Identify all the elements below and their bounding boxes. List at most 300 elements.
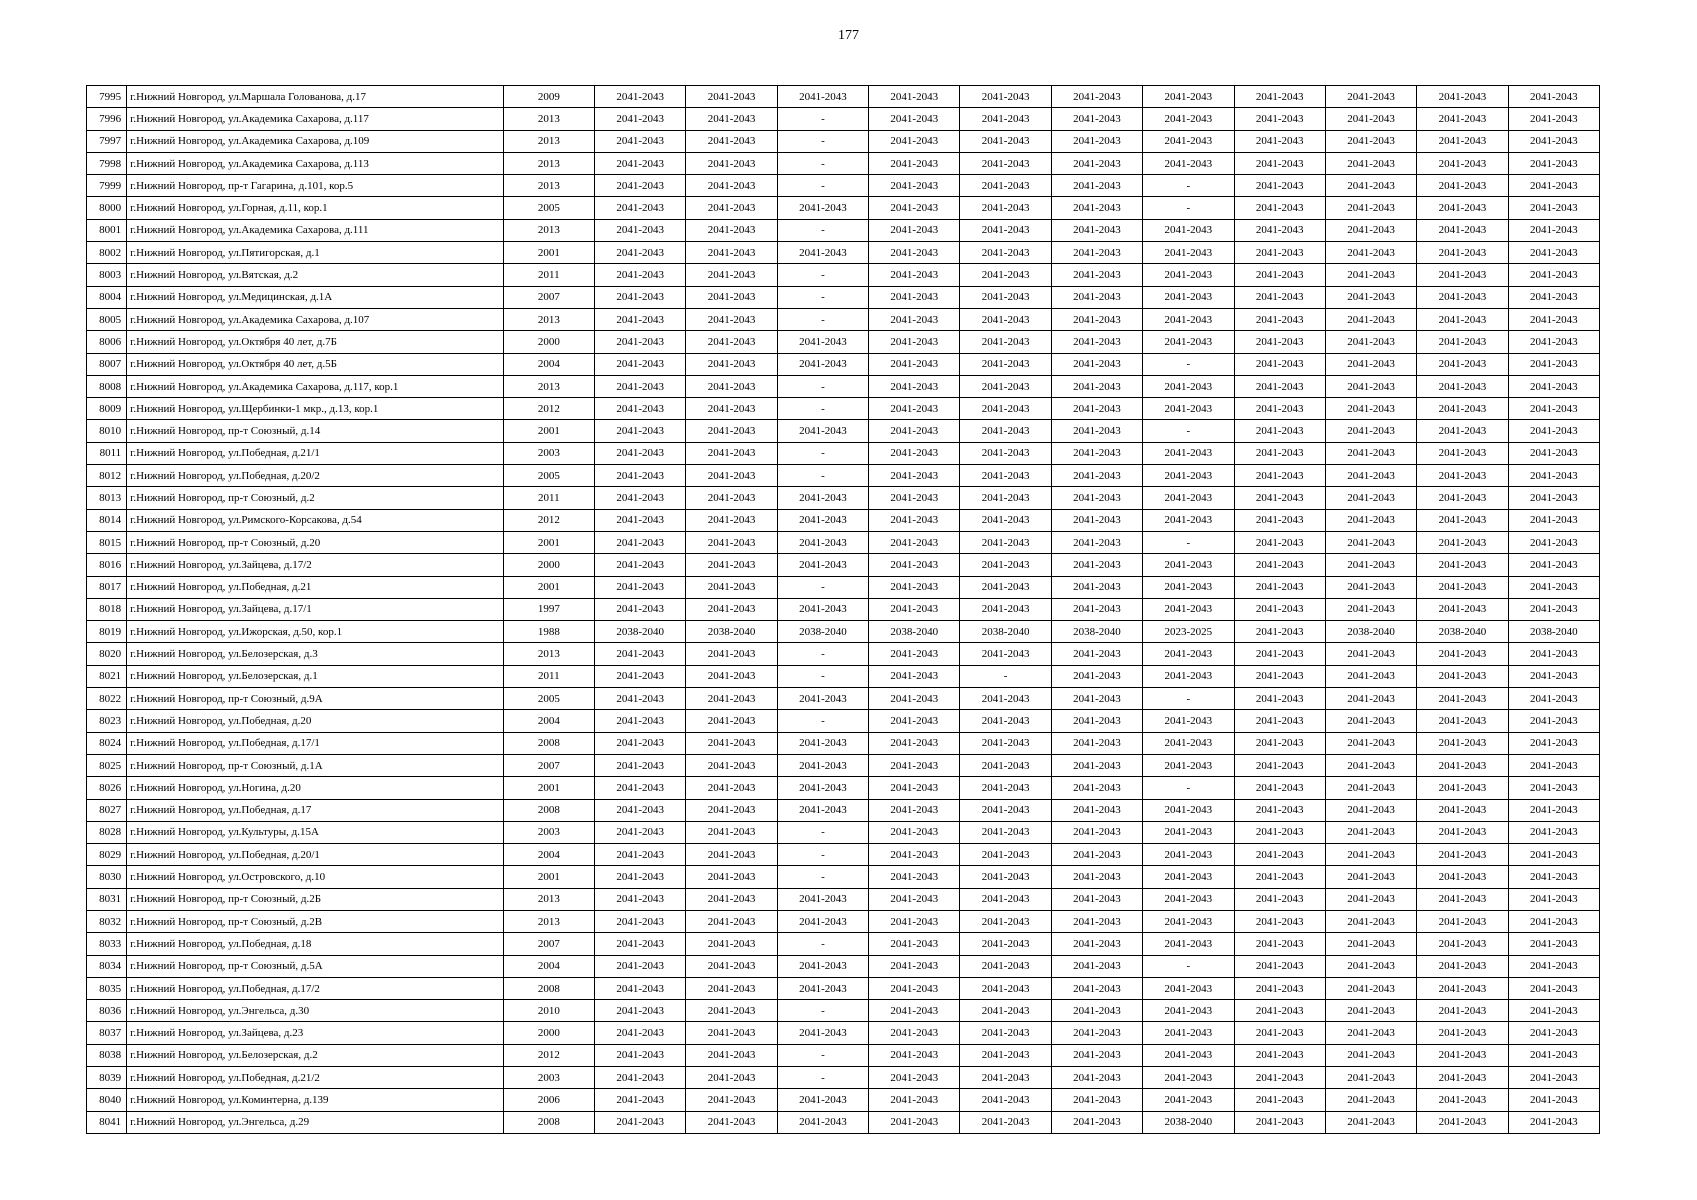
period-cell-3: 2041-2043 (777, 420, 868, 442)
period-cell-9: 2041-2043 (1325, 1067, 1416, 1089)
year-cell: 2000 (503, 331, 594, 353)
period-cell-5: 2041-2043 (960, 955, 1051, 977)
address-cell: г.Нижний Новгород, ул.Победная, д.17/2 (127, 977, 503, 999)
period-cell-3: 2038-2040 (777, 621, 868, 643)
period-cell-8: 2041-2043 (1234, 398, 1325, 420)
period-cell-8: 2041-2043 (1234, 1111, 1325, 1133)
row-number-cell: 8039 (87, 1067, 127, 1089)
row-number-cell: 8000 (87, 197, 127, 219)
period-cell-6: 2041-2043 (1051, 754, 1142, 776)
period-cell-4: 2041-2043 (869, 242, 960, 264)
period-cell-3: 2041-2043 (777, 688, 868, 710)
period-cell-3: - (777, 308, 868, 330)
period-cell-3: - (777, 130, 868, 152)
period-cell-10: 2041-2043 (1417, 866, 1508, 888)
period-cell-6: 2041-2043 (1051, 219, 1142, 241)
period-cell-9: 2041-2043 (1325, 353, 1416, 375)
period-cell-8: 2041-2043 (1234, 353, 1325, 375)
period-cell-2: 2041-2043 (686, 665, 777, 687)
address-cell: г.Нижний Новгород, ул.Победная, д.17/1 (127, 732, 503, 754)
year-cell: 2013 (503, 130, 594, 152)
row-number-cell: 7995 (87, 86, 127, 108)
period-cell-11: 2041-2043 (1508, 955, 1599, 977)
period-cell-6: 2041-2043 (1051, 175, 1142, 197)
period-cell-1: 2041-2043 (595, 598, 686, 620)
period-cell-8: 2041-2043 (1234, 1044, 1325, 1066)
period-cell-11: 2041-2043 (1508, 910, 1599, 932)
period-cell-4: 2041-2043 (869, 643, 960, 665)
period-cell-3: 2041-2043 (777, 1111, 868, 1133)
year-cell: 2001 (503, 777, 594, 799)
period-cell-8: 2041-2043 (1234, 108, 1325, 130)
period-cell-3: - (777, 933, 868, 955)
period-cell-6: 2041-2043 (1051, 955, 1142, 977)
year-cell: 2011 (503, 487, 594, 509)
period-cell-6: 2041-2043 (1051, 576, 1142, 598)
year-cell: 2013 (503, 643, 594, 665)
period-cell-4: 2041-2043 (869, 197, 960, 219)
period-cell-11: 2041-2043 (1508, 420, 1599, 442)
table-row (87, 732, 1600, 754)
table-row (87, 977, 1600, 999)
period-cell-1: 2041-2043 (595, 1000, 686, 1022)
period-cell-1: 2041-2043 (595, 531, 686, 553)
period-cell-7: - (1143, 531, 1234, 553)
period-cell-9: 2041-2043 (1325, 754, 1416, 776)
period-cell-1: 2038-2040 (595, 621, 686, 643)
address-cell: г.Нижний Новгород, ул.Победная, д.20/1 (127, 844, 503, 866)
table-row (87, 331, 1600, 353)
table-row (87, 621, 1600, 643)
period-cell-8: 2041-2043 (1234, 197, 1325, 219)
row-number-cell: 8028 (87, 821, 127, 843)
table-row (87, 710, 1600, 732)
row-number-cell: 8027 (87, 799, 127, 821)
period-cell-2: 2041-2043 (686, 1000, 777, 1022)
table-row (87, 264, 1600, 286)
period-cell-9: 2041-2043 (1325, 933, 1416, 955)
table-row (87, 465, 1600, 487)
address-cell: г.Нижний Новгород, ул.Белозерская, д.3 (127, 643, 503, 665)
period-cell-6: 2041-2043 (1051, 844, 1142, 866)
address-cell: г.Нижний Новгород, ул.Октября 40 лет, д.7Б (127, 331, 503, 353)
period-cell-5: 2041-2043 (960, 219, 1051, 241)
period-cell-6: 2041-2043 (1051, 264, 1142, 286)
year-cell: 2006 (503, 1089, 594, 1111)
period-cell-11: 2041-2043 (1508, 286, 1599, 308)
period-cell-2: 2041-2043 (686, 688, 777, 710)
period-cell-11: 2041-2043 (1508, 933, 1599, 955)
year-cell: 2005 (503, 688, 594, 710)
period-cell-9: 2041-2043 (1325, 955, 1416, 977)
period-cell-4: 2041-2043 (869, 152, 960, 174)
period-cell-7: 2041-2043 (1143, 933, 1234, 955)
period-cell-11: 2041-2043 (1508, 264, 1599, 286)
period-cell-10: 2041-2043 (1417, 398, 1508, 420)
period-cell-2: 2041-2043 (686, 910, 777, 932)
period-cell-9: 2041-2043 (1325, 1111, 1416, 1133)
period-cell-10: 2041-2043 (1417, 1044, 1508, 1066)
period-cell-8: 2041-2043 (1234, 1000, 1325, 1022)
period-cell-4: 2041-2043 (869, 888, 960, 910)
period-cell-7: 2041-2043 (1143, 465, 1234, 487)
address-cell: г.Нижний Новгород, ул.Культуры, д.15А (127, 821, 503, 843)
period-cell-4: 2041-2043 (869, 1044, 960, 1066)
year-cell: 2003 (503, 442, 594, 464)
period-cell-8: 2041-2043 (1234, 242, 1325, 264)
address-cell: г.Нижний Новгород, ул.Ижорская, д.50, кор.1 (127, 621, 503, 643)
period-cell-7: - (1143, 197, 1234, 219)
period-cell-11: 2041-2043 (1508, 108, 1599, 130)
period-cell-10: 2041-2043 (1417, 1111, 1508, 1133)
period-cell-9: 2041-2043 (1325, 710, 1416, 732)
period-cell-10: 2041-2043 (1417, 910, 1508, 932)
year-cell: 2010 (503, 1000, 594, 1022)
address-cell: г.Нижний Новгород, ул.Победная, д.20/2 (127, 465, 503, 487)
period-cell-1: 2041-2043 (595, 130, 686, 152)
table-row (87, 844, 1600, 866)
period-cell-6: 2041-2043 (1051, 308, 1142, 330)
period-cell-4: 2041-2043 (869, 264, 960, 286)
address-cell: г.Нижний Новгород, ул.Зайцева, д.23 (127, 1022, 503, 1044)
period-cell-7: 2041-2043 (1143, 264, 1234, 286)
period-cell-10: 2041-2043 (1417, 1067, 1508, 1089)
period-cell-11: 2041-2043 (1508, 1044, 1599, 1066)
period-cell-9: 2041-2043 (1325, 688, 1416, 710)
table-row (87, 175, 1600, 197)
period-cell-5: 2041-2043 (960, 1089, 1051, 1111)
period-cell-11: 2041-2043 (1508, 398, 1599, 420)
period-cell-6: 2041-2043 (1051, 732, 1142, 754)
period-cell-6: 2041-2043 (1051, 509, 1142, 531)
address-cell: г.Нижний Новгород, пр-т Союзный, д.9А (127, 688, 503, 710)
year-cell: 2007 (503, 754, 594, 776)
address-cell: г.Нижний Новгород, пр-т Гагарина, д.101, кор.5 (127, 175, 503, 197)
period-cell-6: 2041-2043 (1051, 487, 1142, 509)
period-cell-4: 2041-2043 (869, 442, 960, 464)
period-cell-10: 2041-2043 (1417, 108, 1508, 130)
period-cell-11: 2041-2043 (1508, 442, 1599, 464)
period-cell-1: 2041-2043 (595, 1111, 686, 1133)
period-cell-10: 2041-2043 (1417, 531, 1508, 553)
period-cell-7: 2041-2043 (1143, 977, 1234, 999)
period-cell-1: 2041-2043 (595, 420, 686, 442)
period-cell-7: 2041-2043 (1143, 1000, 1234, 1022)
period-cell-4: 2041-2043 (869, 910, 960, 932)
table-row (87, 576, 1600, 598)
period-cell-3: - (777, 465, 868, 487)
period-cell-7: 2041-2043 (1143, 1022, 1234, 1044)
period-cell-8: 2041-2043 (1234, 799, 1325, 821)
period-cell-1: 2041-2043 (595, 442, 686, 464)
table-row (87, 910, 1600, 932)
period-cell-3: - (777, 286, 868, 308)
period-cell-7: 2041-2043 (1143, 643, 1234, 665)
period-cell-2: 2041-2043 (686, 264, 777, 286)
period-cell-5: - (960, 665, 1051, 687)
period-cell-3: 2041-2043 (777, 86, 868, 108)
period-cell-7: - (1143, 688, 1234, 710)
row-number-cell: 7999 (87, 175, 127, 197)
period-cell-7: 2041-2043 (1143, 754, 1234, 776)
period-cell-7: - (1143, 777, 1234, 799)
period-cell-2: 2041-2043 (686, 710, 777, 732)
period-cell-7: 2041-2043 (1143, 108, 1234, 130)
period-cell-3: - (777, 710, 868, 732)
period-cell-7: 2041-2043 (1143, 442, 1234, 464)
period-cell-11: 2041-2043 (1508, 242, 1599, 264)
period-cell-5: 2041-2043 (960, 576, 1051, 598)
year-cell: 2012 (503, 398, 594, 420)
row-number-cell: 8016 (87, 554, 127, 576)
period-cell-5: 2041-2043 (960, 86, 1051, 108)
period-cell-1: 2041-2043 (595, 799, 686, 821)
period-cell-8: 2041-2043 (1234, 777, 1325, 799)
table-row (87, 286, 1600, 308)
period-cell-4: 2041-2043 (869, 1000, 960, 1022)
row-number-cell: 8033 (87, 933, 127, 955)
period-cell-1: 2041-2043 (595, 487, 686, 509)
period-cell-4: 2041-2043 (869, 732, 960, 754)
period-cell-9: 2041-2043 (1325, 643, 1416, 665)
row-number-cell: 8021 (87, 665, 127, 687)
period-cell-5: 2041-2043 (960, 888, 1051, 910)
period-cell-2: 2041-2043 (686, 420, 777, 442)
row-number-cell: 8032 (87, 910, 127, 932)
year-cell: 2003 (503, 821, 594, 843)
year-cell: 2001 (503, 866, 594, 888)
table-body (87, 86, 1600, 1134)
period-cell-7: 2041-2043 (1143, 86, 1234, 108)
address-cell: г.Нижний Новгород, ул.Горная, д.11, кор.1 (127, 197, 503, 219)
period-cell-8: 2041-2043 (1234, 331, 1325, 353)
period-cell-1: 2041-2043 (595, 242, 686, 264)
row-number-cell: 8025 (87, 754, 127, 776)
period-cell-5: 2041-2043 (960, 732, 1051, 754)
period-cell-9: 2041-2043 (1325, 977, 1416, 999)
period-cell-1: 2041-2043 (595, 688, 686, 710)
table-row (87, 130, 1600, 152)
period-cell-7: 2041-2043 (1143, 1089, 1234, 1111)
period-cell-6: 2041-2043 (1051, 465, 1142, 487)
table-row (87, 799, 1600, 821)
year-cell: 2011 (503, 264, 594, 286)
table-row (87, 643, 1600, 665)
period-cell-3: - (777, 375, 868, 397)
row-number-cell: 8040 (87, 1089, 127, 1111)
table-row (87, 1022, 1600, 1044)
period-cell-3: 2041-2043 (777, 888, 868, 910)
period-cell-2: 2041-2043 (686, 866, 777, 888)
period-cell-11: 2041-2043 (1508, 888, 1599, 910)
period-cell-5: 2041-2043 (960, 977, 1051, 999)
period-cell-6: 2041-2043 (1051, 108, 1142, 130)
document-table (86, 85, 1600, 1134)
row-number-cell: 8018 (87, 598, 127, 620)
period-cell-4: 2041-2043 (869, 308, 960, 330)
period-cell-1: 2041-2043 (595, 732, 686, 754)
table-row (87, 866, 1600, 888)
period-cell-7: 2041-2043 (1143, 509, 1234, 531)
period-cell-11: 2041-2043 (1508, 554, 1599, 576)
period-cell-9: 2041-2043 (1325, 465, 1416, 487)
period-cell-4: 2041-2043 (869, 509, 960, 531)
period-cell-4: 2041-2043 (869, 754, 960, 776)
period-cell-11: 2041-2043 (1508, 710, 1599, 732)
period-cell-10: 2041-2043 (1417, 688, 1508, 710)
period-cell-9: 2041-2043 (1325, 197, 1416, 219)
period-cell-9: 2041-2043 (1325, 821, 1416, 843)
period-cell-2: 2041-2043 (686, 1089, 777, 1111)
period-cell-6: 2041-2043 (1051, 331, 1142, 353)
period-cell-5: 2041-2043 (960, 286, 1051, 308)
period-cell-1: 2041-2043 (595, 308, 686, 330)
period-cell-11: 2041-2043 (1508, 1089, 1599, 1111)
period-cell-3: 2041-2043 (777, 509, 868, 531)
period-cell-9: 2041-2043 (1325, 910, 1416, 932)
period-cell-5: 2041-2043 (960, 442, 1051, 464)
period-cell-4: 2041-2043 (869, 665, 960, 687)
year-cell: 2008 (503, 1111, 594, 1133)
period-cell-7: 2041-2043 (1143, 732, 1234, 754)
period-cell-10: 2041-2043 (1417, 643, 1508, 665)
row-number-cell: 8020 (87, 643, 127, 665)
period-cell-2: 2041-2043 (686, 821, 777, 843)
period-cell-7: 2041-2043 (1143, 910, 1234, 932)
table-row (87, 933, 1600, 955)
period-cell-2: 2041-2043 (686, 353, 777, 375)
period-cell-8: 2041-2043 (1234, 754, 1325, 776)
row-number-cell: 8013 (87, 487, 127, 509)
year-cell: 2013 (503, 152, 594, 174)
period-cell-9: 2041-2043 (1325, 732, 1416, 754)
period-cell-1: 2041-2043 (595, 152, 686, 174)
period-cell-7: 2041-2043 (1143, 888, 1234, 910)
period-cell-9: 2041-2043 (1325, 286, 1416, 308)
period-cell-6: 2041-2043 (1051, 152, 1142, 174)
period-cell-5: 2041-2043 (960, 152, 1051, 174)
table-row (87, 420, 1600, 442)
year-cell: 2003 (503, 1067, 594, 1089)
period-cell-2: 2041-2043 (686, 531, 777, 553)
period-cell-3: - (777, 219, 868, 241)
period-cell-2: 2041-2043 (686, 1067, 777, 1089)
period-cell-11: 2041-2043 (1508, 665, 1599, 687)
period-cell-8: 2041-2043 (1234, 219, 1325, 241)
period-cell-3: 2041-2043 (777, 799, 868, 821)
period-cell-3: - (777, 108, 868, 130)
period-cell-4: 2041-2043 (869, 130, 960, 152)
period-cell-3: - (777, 175, 868, 197)
period-cell-11: 2041-2043 (1508, 308, 1599, 330)
address-cell: г.Нижний Новгород, ул.Римского-Корсакова, д.54 (127, 509, 503, 531)
row-number-cell: 8030 (87, 866, 127, 888)
table-row (87, 197, 1600, 219)
period-cell-8: 2041-2043 (1234, 152, 1325, 174)
period-cell-4: 2041-2043 (869, 955, 960, 977)
period-cell-10: 2041-2043 (1417, 799, 1508, 821)
period-cell-5: 2041-2043 (960, 264, 1051, 286)
period-cell-2: 2041-2043 (686, 576, 777, 598)
period-cell-3: 2041-2043 (777, 754, 868, 776)
period-cell-6: 2041-2043 (1051, 888, 1142, 910)
period-cell-7: 2041-2043 (1143, 1044, 1234, 1066)
period-cell-10: 2041-2043 (1417, 777, 1508, 799)
period-cell-7: 2041-2043 (1143, 152, 1234, 174)
period-cell-6: 2041-2043 (1051, 977, 1142, 999)
period-cell-9: 2041-2043 (1325, 398, 1416, 420)
period-cell-11: 2041-2043 (1508, 86, 1599, 108)
period-cell-1: 2041-2043 (595, 821, 686, 843)
year-cell: 1988 (503, 621, 594, 643)
period-cell-5: 2041-2043 (960, 197, 1051, 219)
period-cell-8: 2041-2043 (1234, 888, 1325, 910)
period-cell-7: 2041-2043 (1143, 665, 1234, 687)
row-number-cell: 8007 (87, 353, 127, 375)
year-cell: 2013 (503, 910, 594, 932)
period-cell-2: 2041-2043 (686, 754, 777, 776)
period-cell-2: 2041-2043 (686, 732, 777, 754)
year-cell: 2013 (503, 219, 594, 241)
period-cell-10: 2041-2043 (1417, 1089, 1508, 1111)
year-cell: 2004 (503, 353, 594, 375)
period-cell-1: 2041-2043 (595, 1022, 686, 1044)
period-cell-11: 2041-2043 (1508, 1000, 1599, 1022)
period-cell-11: 2041-2043 (1508, 1111, 1599, 1133)
period-cell-1: 2041-2043 (595, 933, 686, 955)
period-cell-2: 2041-2043 (686, 1111, 777, 1133)
period-cell-7: - (1143, 353, 1234, 375)
period-cell-2: 2041-2043 (686, 331, 777, 353)
row-number-cell: 8006 (87, 331, 127, 353)
period-cell-4: 2041-2043 (869, 1111, 960, 1133)
period-cell-8: 2041-2043 (1234, 977, 1325, 999)
row-number-cell: 8019 (87, 621, 127, 643)
period-cell-4: 2041-2043 (869, 777, 960, 799)
period-cell-1: 2041-2043 (595, 353, 686, 375)
period-cell-6: 2041-2043 (1051, 242, 1142, 264)
row-number-cell: 8011 (87, 442, 127, 464)
period-cell-2: 2041-2043 (686, 286, 777, 308)
period-cell-2: 2041-2043 (686, 1022, 777, 1044)
period-cell-5: 2041-2043 (960, 353, 1051, 375)
period-cell-10: 2041-2043 (1417, 1000, 1508, 1022)
year-cell: 2008 (503, 732, 594, 754)
period-cell-8: 2041-2043 (1234, 866, 1325, 888)
row-number-cell: 8002 (87, 242, 127, 264)
period-cell-3: - (777, 1067, 868, 1089)
year-cell: 2001 (503, 420, 594, 442)
row-number-cell: 8015 (87, 531, 127, 553)
row-number-cell: 8022 (87, 688, 127, 710)
row-number-cell: 8034 (87, 955, 127, 977)
period-cell-10: 2041-2043 (1417, 86, 1508, 108)
year-cell: 2001 (503, 576, 594, 598)
address-cell: г.Нижний Новгород, ул.Победная, д.21/2 (127, 1067, 503, 1089)
period-cell-8: 2041-2043 (1234, 531, 1325, 553)
period-cell-4: 2041-2043 (869, 420, 960, 442)
period-cell-6: 2041-2043 (1051, 353, 1142, 375)
period-cell-11: 2041-2043 (1508, 487, 1599, 509)
period-cell-2: 2041-2043 (686, 86, 777, 108)
address-cell: г.Нижний Новгород, пр-т Союзный, д.20 (127, 531, 503, 553)
period-cell-3: - (777, 643, 868, 665)
year-cell: 1997 (503, 598, 594, 620)
period-cell-1: 2041-2043 (595, 777, 686, 799)
year-cell: 2013 (503, 375, 594, 397)
period-cell-1: 2041-2043 (595, 331, 686, 353)
period-cell-1: 2041-2043 (595, 955, 686, 977)
